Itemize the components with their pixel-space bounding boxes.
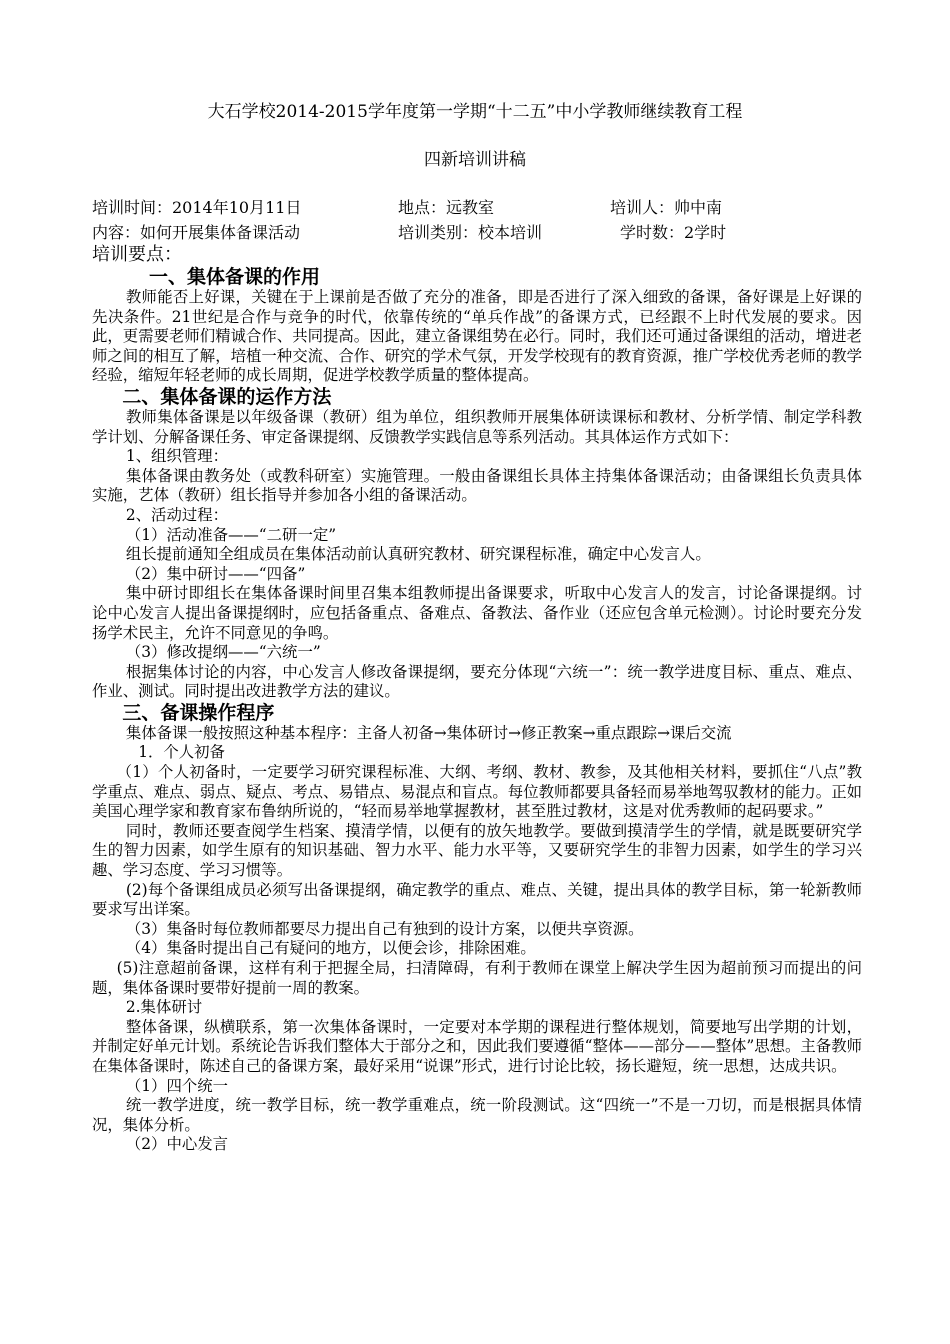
paragraph: （3）修改提纲——“六统一” bbox=[125, 643, 321, 662]
paragraph: （3）集备时每位教师都要尽力提出自己有独到的设计方案，以便共享资源。 bbox=[125, 919, 644, 938]
training-hours: 学时数：2学时 bbox=[620, 223, 727, 242]
training-time: 培训时间：2014年10月11日 bbox=[92, 198, 302, 217]
training-content: 内容：如何开展集体备课活动 bbox=[92, 223, 301, 242]
paragraph: 集中研讨即组长在集体备课时间里召集本组教师提出备课要求，听取中心发言人的发言，讨论备课提纲。讨论中心发言人提出备课提纲时，应包括备重点、备难点、备教法、备作业（还应包含单元检测）。讨论时要充分发扬学术民主，允许不同意见的争鸣。 bbox=[92, 584, 862, 642]
document-title: 大石学校2014-2015学年度第一学期“十二五”中小学教师继续教育工程 bbox=[207, 102, 743, 122]
paragraph: 组长提前通知全组成员在集体活动前认真研究教材、研究课程标准，确定中心发言人。 bbox=[125, 545, 711, 564]
paragraph: （2）集中研讨——“四备” bbox=[125, 564, 306, 583]
paragraph: 统一教学进度，统一教学目标，统一教学重难点，统一阶段测试。这“四统一”不是一刀切，而是根据具体情况，集体分析。 bbox=[92, 1096, 862, 1134]
key-points-heading: 培训要点： bbox=[92, 244, 182, 265]
training-category: 培训类别：校本培训 bbox=[398, 223, 543, 242]
paragraph: 根据集体讨论的内容，中心发言人修改备课提纲，要充分体现“六统一”：统一教学进度目标、重点、难点、作业、测试。同时提出改进教学方法的建议。 bbox=[92, 662, 862, 701]
paragraph: 1、组织管理： bbox=[125, 447, 229, 466]
trainer: 培训人：帅中南 bbox=[610, 198, 723, 217]
section-heading: 三、备课操作程序 bbox=[122, 701, 275, 724]
paragraph: 2.集体研讨 bbox=[125, 998, 203, 1017]
paragraph: 教师能否上好课，关键在于上课前是否做了充分的准备，即是否进行了深入细致的备课，备好课是上好课的先决条件。21世纪是合作与竞争的时代，依靠传统的“单兵作战”的备课方式，已经跟不上时代发展的要求。因此，更需要老师们精诚合作、共同提高。因此，建立备课组势在必行。同时，我们还可通过备课组的活动，增进老师之间的相互了解，培植一种交流、合作、研究的学术气氛，开发学校现有的教育资源，推广学校优秀老师的教学经验，缩短年轻老师的成长周期，促进学校教学质量的整体提高。 bbox=[92, 288, 862, 385]
paragraph: 教师集体备课是以年级备课（教研）组为单位，组织教师开展集体研读课标和教材、分析学情、制定学科教学计划、分解备课任务、审定备课提纲、反馈教学实践信息等系列活动。其具体运作方式如下： bbox=[92, 407, 862, 446]
paragraph: 2、活动过程： bbox=[125, 505, 229, 524]
document-subtitle: 四新培训讲稿 bbox=[424, 150, 526, 170]
paragraph: 集体备课一般按照这种基本程序：主备人初备→集体研讨→修正教案→重点跟踪→课后交流 bbox=[125, 723, 732, 742]
paragraph: （1）四个统一 bbox=[125, 1076, 229, 1095]
paragraph: 1．个人初备 bbox=[138, 743, 225, 762]
paragraph: (2)每个备课组成员必须写出备课提纲，确定教学的重点、难点、关键，提出具体的教学目标，第一轮新教师要求写出详案。 bbox=[92, 880, 862, 919]
paragraph: (5)注意超前备课，这样有利于把握全局，扫清障碍，有利于教师在课堂上解决学生因为超前预习而提出的问题，集体备课时要带好提前一周的教案。 bbox=[92, 959, 862, 997]
paragraph: （4）集备时提出自己有疑问的地方，以便会诊，排除困难。 bbox=[125, 939, 536, 958]
section-heading: 二、集体备课的运作方法 bbox=[122, 385, 332, 408]
section-heading: 一、集体备课的作用 bbox=[149, 266, 321, 288]
paragraph: 集体备课由教务处（或教科研室）实施管理。一般由备课组长具体主持集体备课活动；由备课组长负责具体实施，艺体（教研）组长指导并参加各小组的备课活动。 bbox=[92, 466, 862, 505]
paragraph: 整体备课，纵横联系，第一次集体备课时，一定要对本学期的课程进行整体规划，简要地写出学期的计划，并制定好单元计划。系统论告诉我们整体大于部分之和，因此我们要遵循“整体——部分——整体”思想。主备教师在集体备课时，陈述自己的备课方案，最好采用“说课”形式，进行讨论比较，扬长避短，统一思想，达成共识。 bbox=[92, 1017, 862, 1075]
paragraph: 同时，教师还要查阅学生档案、摸清学情，以便有的放矢地教学。要做到摸清学生的学情，就是既要研究学生的智力因素，如学生原有的知识基础、智力水平、能力水平等，又要研究学生的非智力因素，如学生的学习兴趣、学习态度、学习习惯等。 bbox=[92, 821, 862, 880]
paragraph: （1）个人初备时，一定要学习研究课程标准、大纲、考纲、教材、教参，及其他相关材料，要抓住“八点”教学重点、难点、弱点、疑点、考点、易错点、易混点和盲点。每位教师都要具备轻而易举地驾驭教材的能力。正如美国心理学家和教育家布鲁纳所说的，“轻而易举地掌握教材，甚至胜过教材，这是对优秀教师的起码要求。” bbox=[92, 763, 862, 821]
document-body bbox=[92, 266, 862, 1155]
training-place: 地点：远教室 bbox=[398, 198, 495, 217]
paragraph: （1）活动准备——“二研一定” bbox=[125, 525, 337, 544]
paragraph: （2）中心发言 bbox=[125, 1135, 229, 1154]
